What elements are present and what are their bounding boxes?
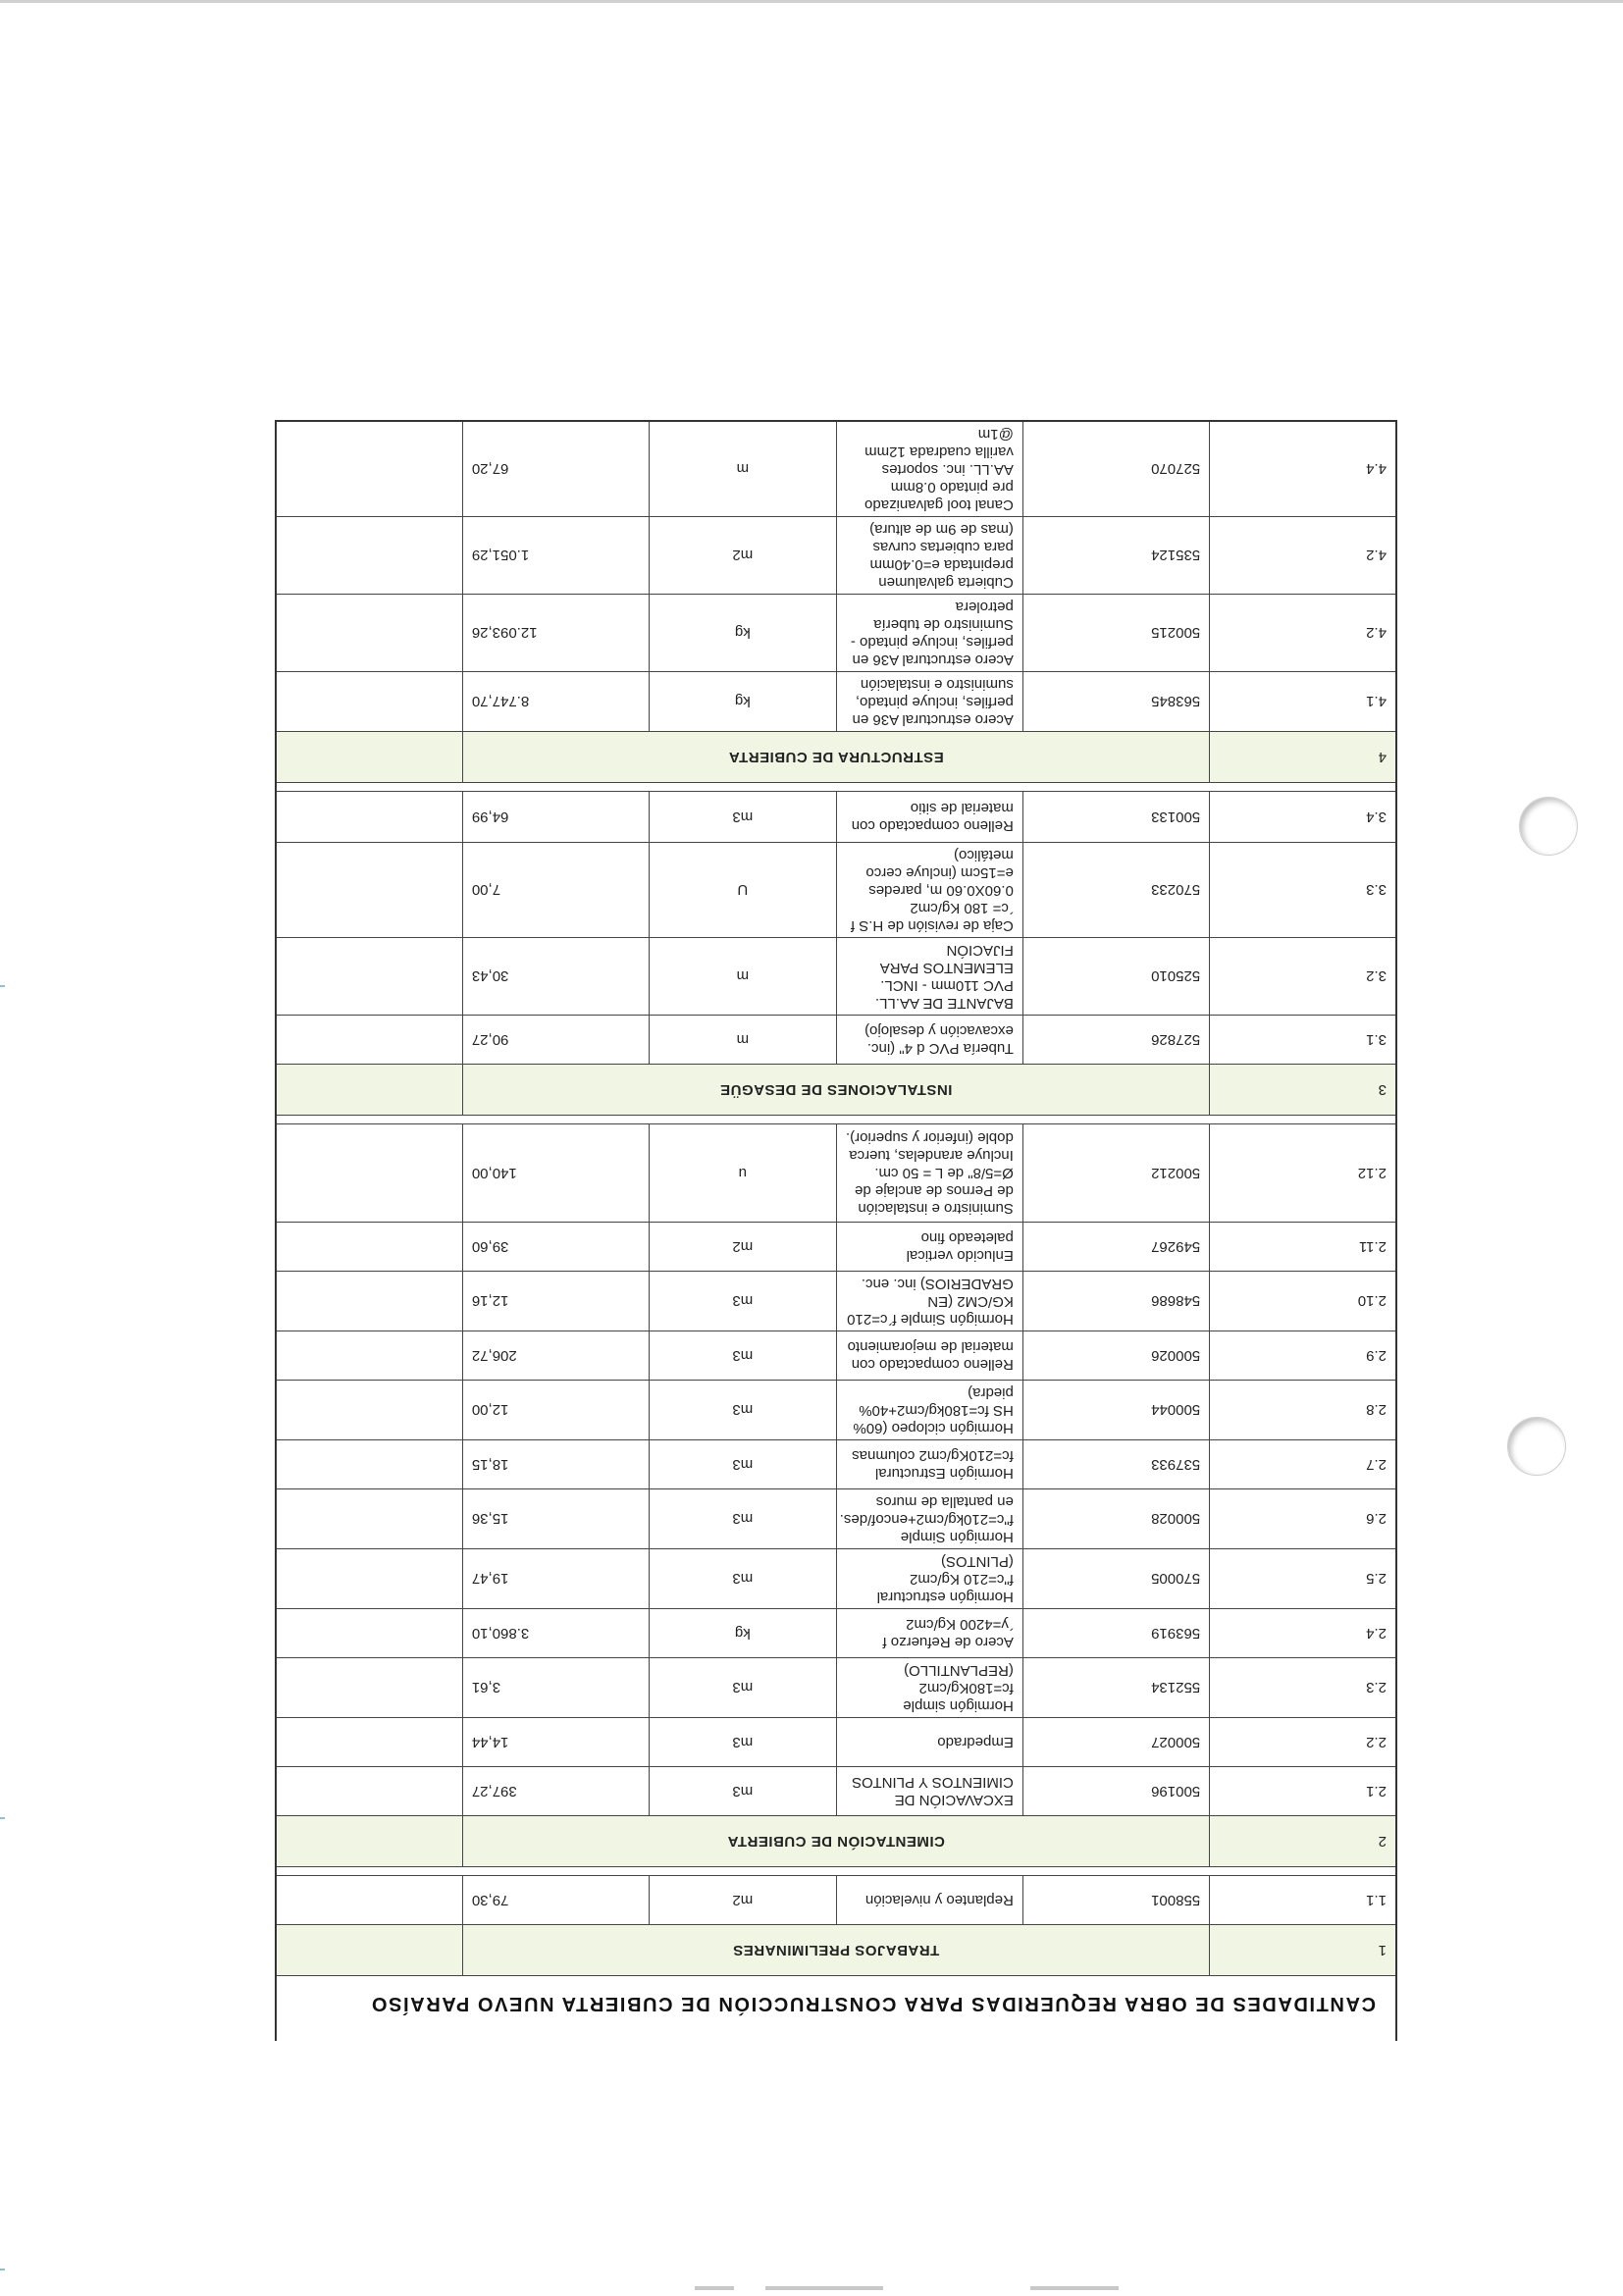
description-cell: Acero estructural A36 en perfiles, incluye pintado - Suministro de tubería petrolera [836, 595, 1022, 672]
scan-bottom-mark [765, 2286, 883, 2290]
quantity-cell: 7,00 [462, 843, 649, 938]
description-cell: Hormigón Simple f´c=210 KG/CM2 (EN GRADERIOS) inc. enc. [836, 1272, 1022, 1331]
item-cell: 2.9 [1210, 1331, 1396, 1381]
table-row [276, 1609, 1396, 1658]
item-cell: 3.1 [1210, 1016, 1396, 1065]
unit-cell: m2 [650, 1876, 836, 1925]
quantity-cell: 14,44 [462, 1718, 649, 1767]
blank-cell [276, 1016, 462, 1065]
unit-cell: m2 [650, 1223, 836, 1272]
description-cell: Hormigón Estructural fc=210Kg/cm2 columnas [836, 1440, 1022, 1489]
scan-margin-mark [0, 985, 5, 987]
blank-cell [276, 1272, 462, 1331]
quantity-cell: 30,43 [462, 938, 649, 1016]
quantity-cell: 12,16 [462, 1272, 649, 1331]
quantity-cell: 12.093,26 [462, 595, 649, 672]
table-row [276, 1440, 1396, 1489]
page-top-edge [0, 0, 1623, 3]
description-cell: Tubería PVC d 4" (inc. excavación y desalojo) [836, 1016, 1022, 1065]
quantity-cell: 206,72 [462, 1331, 649, 1381]
description-cell: Replanteo y nivelación [836, 1876, 1022, 1925]
item-cell: 4.1 [1210, 672, 1396, 732]
code-cell: 525010 [1022, 938, 1209, 1016]
unit-cell: m3 [650, 792, 836, 843]
quantity-cell: 64,99 [462, 792, 649, 843]
quantity-cell: 140,00 [462, 1124, 649, 1223]
description-cell: Relleno compactado con material de sitio [836, 792, 1022, 843]
section-title: CIMENTACIÓN DE CUBIERTA [462, 1816, 1209, 1867]
table-row [276, 843, 1396, 938]
punch-hole [1519, 797, 1578, 856]
document-title: CANTIDADES DE OBRA REQUERIDAS PARA CONSTRUCCIÓN DE CUBIERTA NUEVO PARAÍSO [370, 1993, 1376, 2015]
quantity-cell: 397,27 [462, 1767, 649, 1816]
section-number: 2 [1210, 1816, 1396, 1867]
unit-cell: m3 [650, 1718, 836, 1767]
description-cell: Acero estructural A36 en perfiles, incluye pintado, suministro e instalación [836, 672, 1022, 732]
section-blank-cell [276, 732, 462, 783]
unit-cell: m3 [650, 1272, 836, 1331]
blank-cell [276, 843, 462, 938]
section-title: TRABAJOS PRELIMINARES [462, 1925, 1209, 1976]
section-number: 4 [1210, 732, 1396, 783]
description-cell: BAJANTE DE AA.LL. PVC 110mm - INCL. ELEMENTOS PARA FIJACIÓN [836, 938, 1022, 1016]
code-cell: 570233 [1022, 843, 1209, 938]
quantity-cell: 3.860,10 [462, 1609, 649, 1658]
scan-bottom-mark [1030, 2286, 1119, 2290]
section-title: INSTALACIONES DE DESAGÜE [462, 1065, 1209, 1116]
item-cell: 2.3 [1210, 1658, 1396, 1718]
unit-cell: m3 [650, 1658, 836, 1718]
item-cell: 2.7 [1210, 1440, 1396, 1489]
description-cell: Relleno compactado con material de mejoramiento [836, 1331, 1022, 1381]
unit-cell: u [650, 1124, 836, 1223]
description-cell: Canal tool galvanizado pre pintado 0.8mm AA.LL. inc. soportes varilla cuadrada 12mm @1m [836, 421, 1022, 517]
quantities-table [275, 420, 1397, 2041]
section-gap-row [276, 1867, 1396, 1876]
item-cell: 2.1 [1210, 1767, 1396, 1816]
blank-cell [276, 938, 462, 1016]
table-body [276, 421, 1396, 1976]
item-cell: 2.2 [1210, 1718, 1396, 1767]
description-cell: Hormigón ciclopeo (60% HS fc=180kg/cm2+40% piedra) [836, 1381, 1022, 1440]
code-cell: 570005 [1022, 1549, 1209, 1609]
gap-cell [276, 1867, 1396, 1876]
section-header-row [276, 732, 1396, 783]
item-cell: 2.11 [1210, 1223, 1396, 1272]
blank-cell [276, 1549, 462, 1609]
blank-cell [276, 1767, 462, 1816]
description-cell: EXCAVACIÓN DE CIMIENTOS Y PLINTOS [836, 1767, 1022, 1816]
description-cell: Acero de Refuerzo f´y=4200 Kg/cm2 [836, 1609, 1022, 1658]
item-cell: 4.2 [1210, 517, 1396, 595]
section-gap-row [276, 783, 1396, 792]
item-cell: 2.12 [1210, 1124, 1396, 1223]
item-cell: 2.8 [1210, 1381, 1396, 1440]
section-blank-cell [276, 1925, 462, 1976]
section-header-row [276, 1065, 1396, 1116]
quantity-cell: 15,36 [462, 1489, 649, 1549]
table-row [276, 421, 1396, 517]
table-row [276, 1718, 1396, 1767]
gap-cell [276, 783, 1396, 792]
section-title: ESTRUCTURA DE CUBIERTA [462, 732, 1209, 783]
description-cell: Hormigón estructural f"c=210 Kg/cm2 (PLINTOS) [836, 1549, 1022, 1609]
quantity-cell: 3,61 [462, 1658, 649, 1718]
blank-cell [276, 1876, 462, 1925]
item-cell: 1.1 [1210, 1876, 1396, 1925]
section-blank-cell [276, 1816, 462, 1867]
quantity-cell: 19,47 [462, 1549, 649, 1609]
table-row [276, 1223, 1396, 1272]
code-cell: 500215 [1022, 595, 1209, 672]
table-row [276, 1016, 1396, 1065]
description-cell: Suministro e instalación de Pernos de anclaje de Ø=5/8" de L = 50 cm. Incluye arandelas, tuerca doble (inferior y superior). [836, 1124, 1022, 1223]
item-cell: 3.4 [1210, 792, 1396, 843]
code-cell: 500027 [1022, 1718, 1209, 1767]
code-cell: 558001 [1022, 1876, 1209, 1925]
code-cell: 548686 [1022, 1272, 1209, 1331]
blank-cell [276, 1658, 462, 1718]
unit-cell: m3 [650, 1440, 836, 1489]
code-cell: 552134 [1022, 1658, 1209, 1718]
scan-margin-mark [0, 1817, 5, 1819]
unit-cell: m [650, 421, 836, 517]
gap-cell [276, 1116, 1396, 1124]
description-cell: Hormigón simple fc=180Kg/cm2 (REPLANTILLO) [836, 1658, 1022, 1718]
code-cell: 527826 [1022, 1016, 1209, 1065]
item-cell: 3.2 [1210, 938, 1396, 1016]
section-header-row [276, 1925, 1396, 1976]
code-cell: 500028 [1022, 1489, 1209, 1549]
unit-cell: kg [650, 1609, 836, 1658]
item-cell: 2.4 [1210, 1609, 1396, 1658]
section-number: 1 [1210, 1925, 1396, 1976]
quantity-cell: 39,60 [462, 1223, 649, 1272]
code-cell: 500044 [1022, 1381, 1209, 1440]
item-cell: 3.3 [1210, 843, 1396, 938]
quantity-cell: 8.747,70 [462, 672, 649, 732]
code-cell: 537933 [1022, 1440, 1209, 1489]
quantity-cell: 67,20 [462, 421, 649, 517]
table-row [276, 595, 1396, 672]
rotated-document [275, 426, 1397, 2041]
code-cell: 549267 [1022, 1223, 1209, 1272]
item-cell: 2.6 [1210, 1489, 1396, 1549]
item-cell: 4.4 [1210, 421, 1396, 517]
description-cell: Empedrado [836, 1718, 1022, 1767]
blank-cell [276, 421, 462, 517]
item-cell: 4.2 [1210, 595, 1396, 672]
code-cell: 527070 [1022, 421, 1209, 517]
table-row [276, 1124, 1396, 1223]
blank-cell [276, 1718, 462, 1767]
unit-cell: m [650, 1016, 836, 1065]
unit-cell: m3 [650, 1767, 836, 1816]
unit-cell: m3 [650, 1549, 836, 1609]
table-row [276, 1331, 1396, 1381]
section-gap-row [276, 1116, 1396, 1124]
unit-cell: m3 [650, 1489, 836, 1549]
punch-hole [1507, 1417, 1566, 1476]
table-row [276, 1767, 1396, 1816]
table-row [276, 792, 1396, 843]
unit-cell: U [650, 843, 836, 938]
section-blank-cell [276, 1065, 462, 1116]
unit-cell: m [650, 938, 836, 1016]
quantity-cell: 12,00 [462, 1381, 649, 1440]
blank-cell [276, 792, 462, 843]
description-cell: Caja de revisión de H.S f´c= 180 Kg/cm2 0.60X0.60 m, paredes e=15cm (incluye cerco metálico) [836, 843, 1022, 938]
code-cell: 500133 [1022, 792, 1209, 843]
blank-cell [276, 1381, 462, 1440]
item-cell: 2.10 [1210, 1272, 1396, 1331]
table-row [276, 938, 1396, 1016]
blank-cell [276, 1609, 462, 1658]
code-cell: 563919 [1022, 1609, 1209, 1658]
table-row [276, 672, 1396, 732]
quantity-cell: 18,15 [462, 1440, 649, 1489]
blank-cell [276, 1223, 462, 1272]
table-row [276, 1489, 1396, 1549]
description-cell: Enlucido vertical paleteado fino [836, 1223, 1022, 1272]
unit-cell: kg [650, 595, 836, 672]
blank-cell [276, 1124, 462, 1223]
blank-cell [276, 1440, 462, 1489]
item-cell: 2.5 [1210, 1549, 1396, 1609]
blank-cell [276, 1489, 462, 1549]
code-cell: 500212 [1022, 1124, 1209, 1223]
table-row [276, 1381, 1396, 1440]
code-cell: 535124 [1022, 517, 1209, 595]
section-number: 3 [1210, 1065, 1396, 1116]
blank-cell [276, 672, 462, 732]
table-row [276, 1549, 1396, 1609]
description-cell: Cubierta galvalumen prepintada e=0.40mm para cubiertas curvas (mas de 9m de altura) [836, 517, 1022, 595]
code-cell: 500026 [1022, 1331, 1209, 1381]
scan-margin-mark [0, 2269, 5, 2270]
table-row [276, 1658, 1396, 1718]
blank-cell [276, 517, 462, 595]
quantity-cell: 79,30 [462, 1876, 649, 1925]
blank-cell [276, 1331, 462, 1381]
unit-cell: m2 [650, 517, 836, 595]
unit-cell: m3 [650, 1331, 836, 1381]
scan-bottom-mark [695, 2286, 734, 2290]
unit-cell: m3 [650, 1381, 836, 1440]
table-row [276, 1876, 1396, 1925]
description-cell: Hormigón Simple f"c=210kg/cm2+encof/des. en pantalla de muros [836, 1489, 1022, 1549]
blank-cell [276, 595, 462, 672]
code-cell: 563845 [1022, 672, 1209, 732]
quantity-cell: 90,27 [462, 1016, 649, 1065]
table-row [276, 1272, 1396, 1331]
unit-cell: kg [650, 672, 836, 732]
quantity-cell: 1.051,29 [462, 517, 649, 595]
section-header-row [276, 1816, 1396, 1867]
code-cell: 500196 [1022, 1767, 1209, 1816]
table-row [276, 517, 1396, 595]
